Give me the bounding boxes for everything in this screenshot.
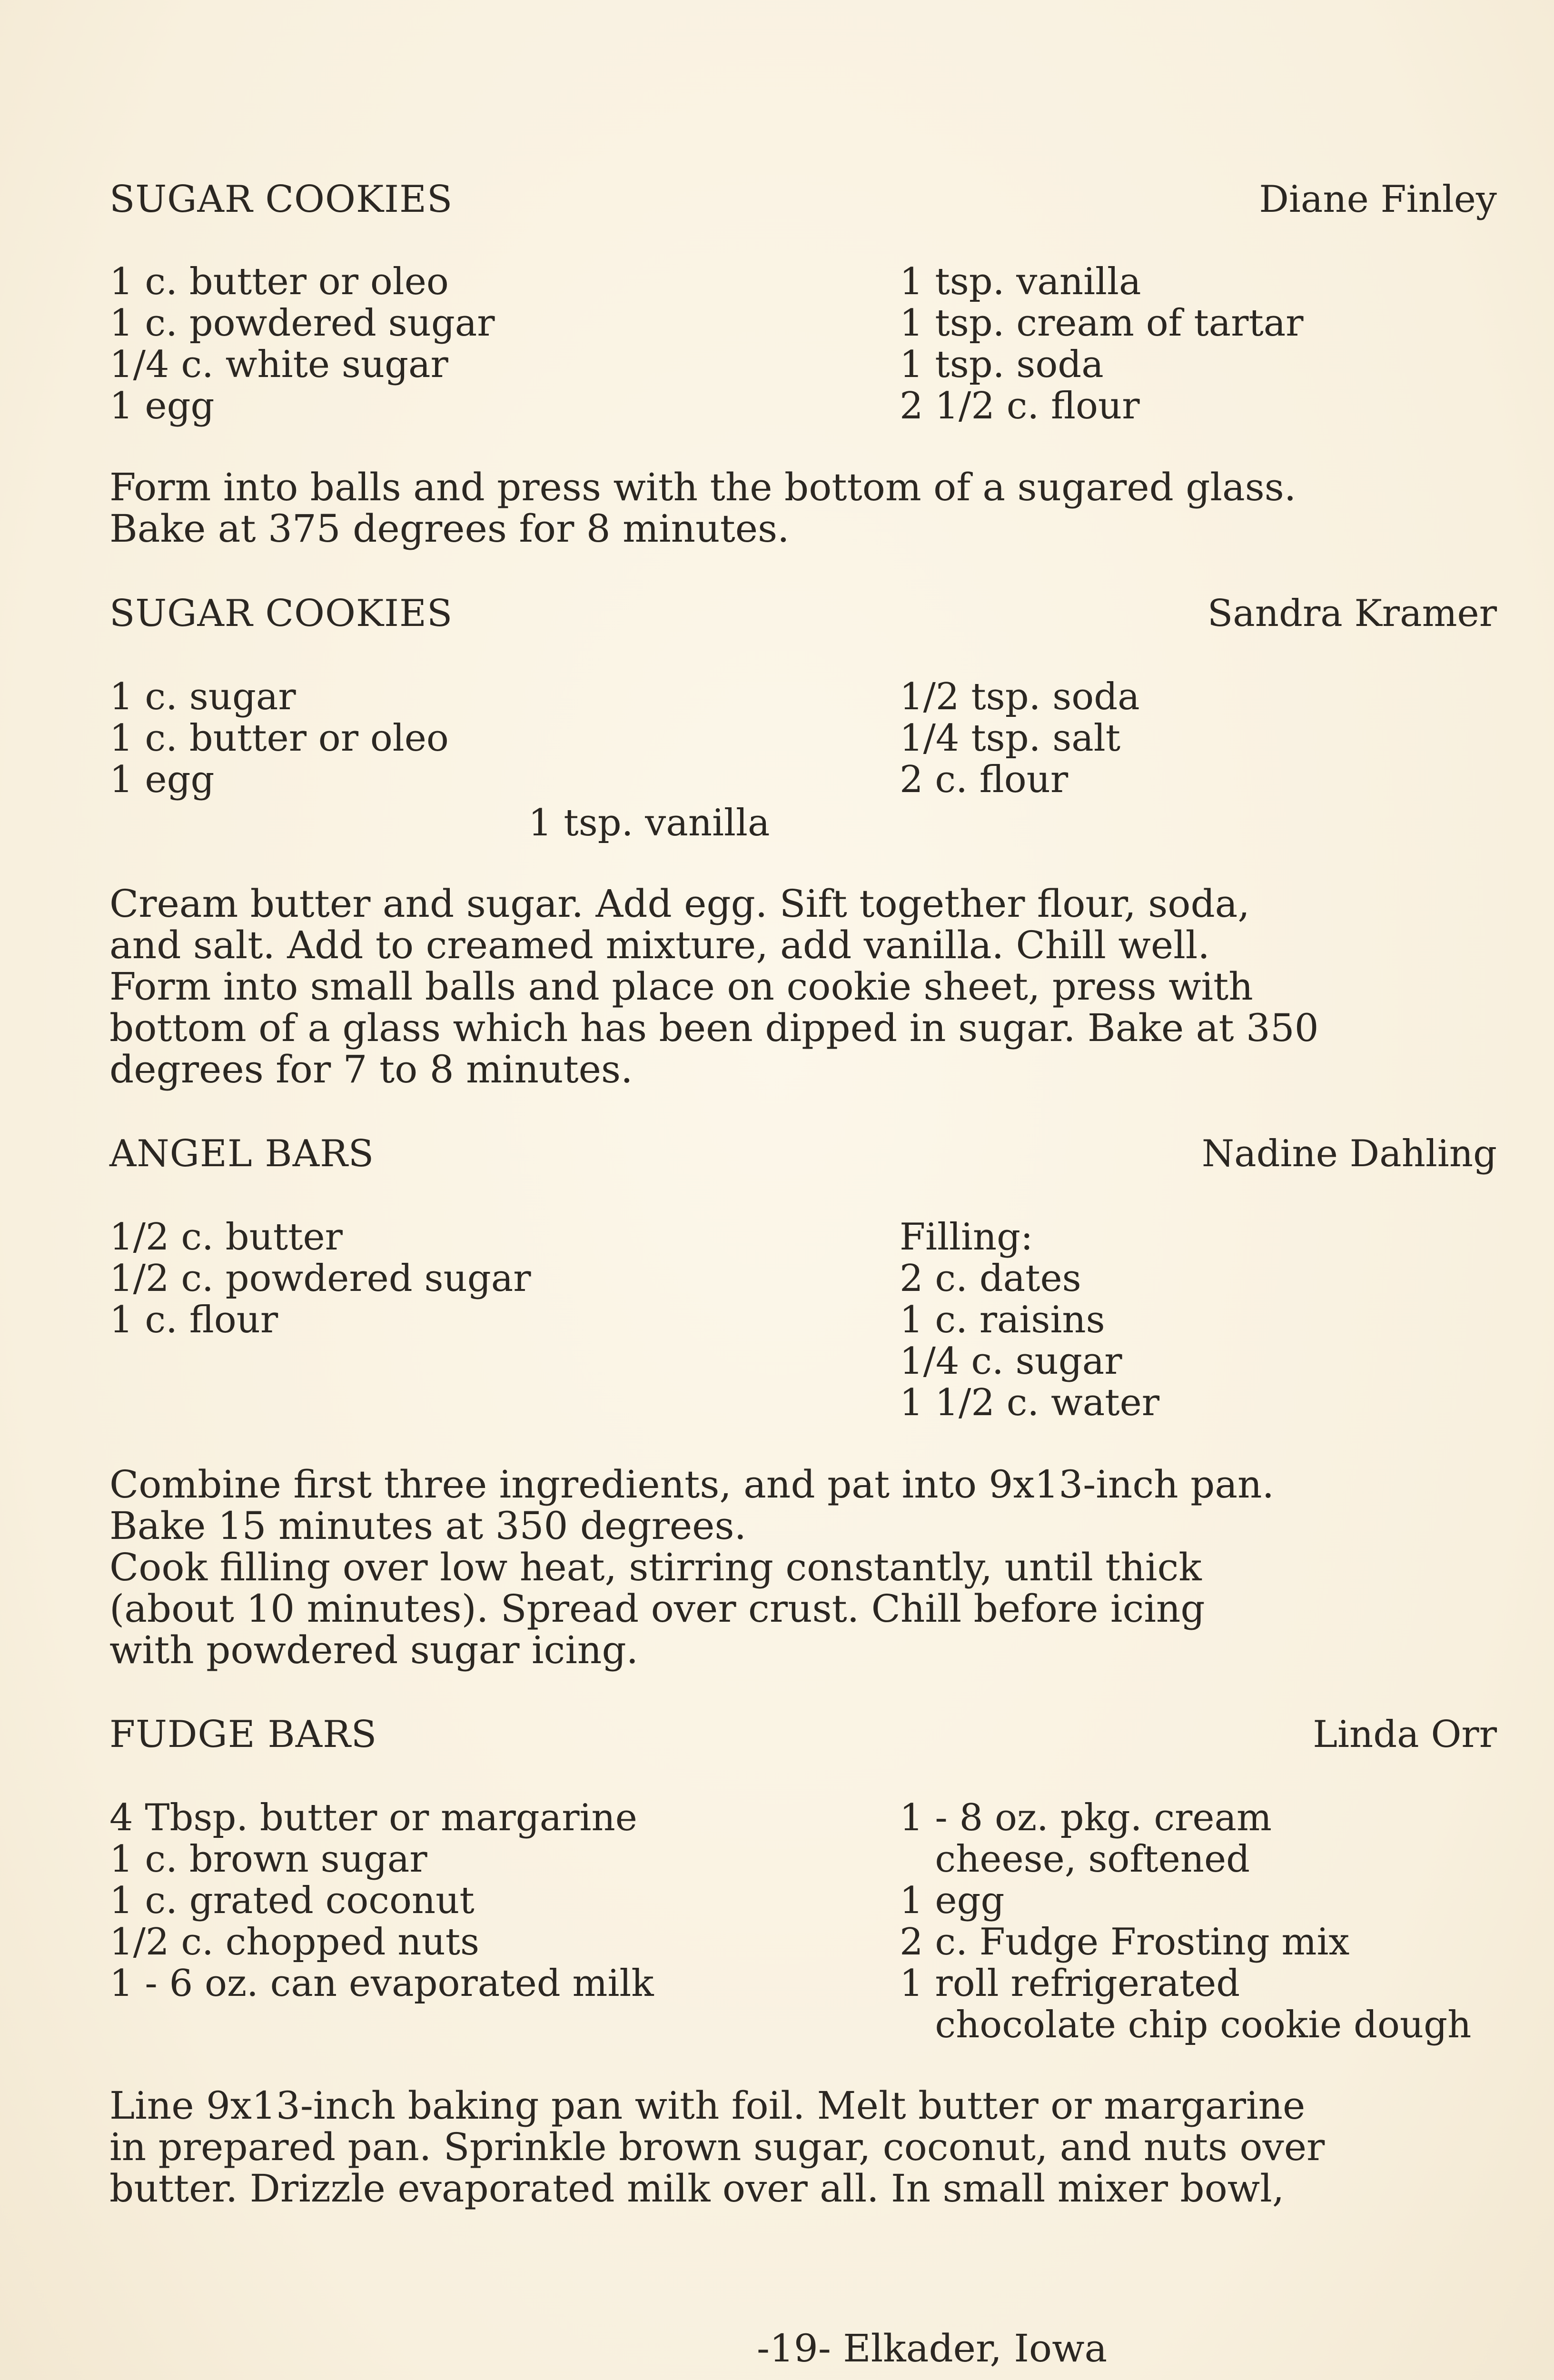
ingredient: 4 Tbsp. butter or margarine [109, 1796, 637, 1839]
direction-line: (about 10 minutes). Spread over crust. Chill before icing [109, 1587, 1205, 1631]
direction-line: degrees for 7 to 8 minutes. [109, 1047, 633, 1091]
ingredient: 1 1/2 c. water [900, 1381, 1160, 1424]
ingredient: 2 c. flour [900, 758, 1069, 801]
page-footer: -19- Elkader, Iowa [757, 2326, 1108, 2370]
ingredient: 1 c. flour [109, 1299, 278, 1341]
direction-line: Bake at 375 degrees for 8 minutes. [109, 506, 790, 551]
ingredient: 1 c. raisins [900, 1299, 1105, 1341]
ingredient: 1/4 c. sugar [900, 1340, 1122, 1383]
ingredient: 1 c. powdered sugar [109, 302, 495, 345]
direction-line: Bake 15 minutes at 350 degrees. [109, 1504, 747, 1548]
ingredient: 1/2 c. chopped nuts [109, 1921, 480, 1964]
ingredient: 1/4 tsp. salt [900, 717, 1121, 760]
ingredient: 2 c. dates [900, 1257, 1081, 1300]
recipe-directions [109, 1464, 1490, 1671]
ingredient: 1 egg [109, 758, 215, 801]
direction-line: Form into small balls and place on cookie sheet, press with [109, 964, 1253, 1009]
ingredient: 1 c. butter or oleo [109, 260, 449, 303]
direction-line: Cook filling over low heat, stirring constantly, until thick [109, 1545, 1202, 1589]
ingredient: 1/2 tsp. soda [900, 675, 1140, 718]
ingredient: 1 c. sugar [109, 675, 296, 718]
ingredient: 1 - 8 oz. pkg. cream [900, 1796, 1272, 1839]
ingredient: 1 tsp. cream of tartar [900, 302, 1304, 345]
recipe-directions [109, 883, 1490, 1090]
recipe-title: SUGAR COOKIES [109, 592, 453, 635]
direction-line: Form into balls and press with the bottom of a sugared glass. [109, 465, 1297, 509]
direction-line: Line 9x13-inch baking pan with foil. Melt butter or margarine [109, 2083, 1306, 2128]
recipe-author: Nadine Dahling [1201, 1132, 1497, 1175]
recipe-directions [109, 466, 1490, 549]
ingredient: Filling: [900, 1216, 1033, 1259]
ingredient: 1 - 6 oz. can evaporated milk [109, 1962, 654, 2005]
ingredient: 1 roll refrigerated [900, 1962, 1240, 2005]
ingredient: 1 c. brown sugar [109, 1838, 427, 1881]
ingredient: 1 egg [900, 1879, 1005, 1922]
recipe-directions [109, 2085, 1490, 2209]
direction-line: with powdered sugar icing. [109, 1628, 639, 1672]
ingredient: 1 c. butter or oleo [109, 717, 449, 760]
recipe-author: Linda Orr [1313, 1713, 1497, 1756]
ingredient: 1 c. grated coconut [109, 1879, 475, 1922]
direction-line: butter. Drizzle evaporated milk over all. In small mixer bowl, [109, 2166, 1285, 2211]
ingredient: 1 tsp. soda [900, 343, 1104, 386]
ingredient: 1/4 c. white sugar [109, 343, 448, 386]
recipe-author: Sandra Kramer [1207, 592, 1497, 635]
direction-line: Combine first three ingredients, and pat into 9x13-inch pan. [109, 1462, 1274, 1507]
direction-line: and salt. Add to creamed mixture, add vanilla. Chill well. [109, 923, 1210, 967]
ingredient: 1 tsp. vanilla [528, 802, 770, 844]
ingredient: 2 1/2 c. flour [900, 385, 1140, 427]
ingredient: cheese, softened [900, 1838, 1250, 1881]
ingredient: 1 tsp. vanilla [900, 260, 1141, 303]
ingredient: 1 egg [109, 385, 215, 427]
ingredient: chocolate chip cookie dough [900, 2003, 1472, 2046]
ingredient: 1/2 c. powdered sugar [109, 1257, 531, 1300]
direction-line: in prepared pan. Sprinkle brown sugar, coconut, and nuts over [109, 2125, 1325, 2169]
direction-line: bottom of a glass which has been dipped in sugar. Bake at 350 [109, 1006, 1319, 1050]
ingredient: 1/2 c. butter [109, 1216, 343, 1259]
recipe-title: FUDGE BARS [109, 1713, 377, 1756]
recipe-title: SUGAR COOKIES [109, 178, 453, 221]
ingredient: 2 c. Fudge Frosting mix [900, 1921, 1350, 1964]
direction-line: Cream butter and sugar. Add egg. Sift together flour, soda, [109, 882, 1250, 926]
recipe-author: Diane Finley [1259, 178, 1497, 221]
recipe-title: ANGEL BARS [109, 1132, 375, 1175]
